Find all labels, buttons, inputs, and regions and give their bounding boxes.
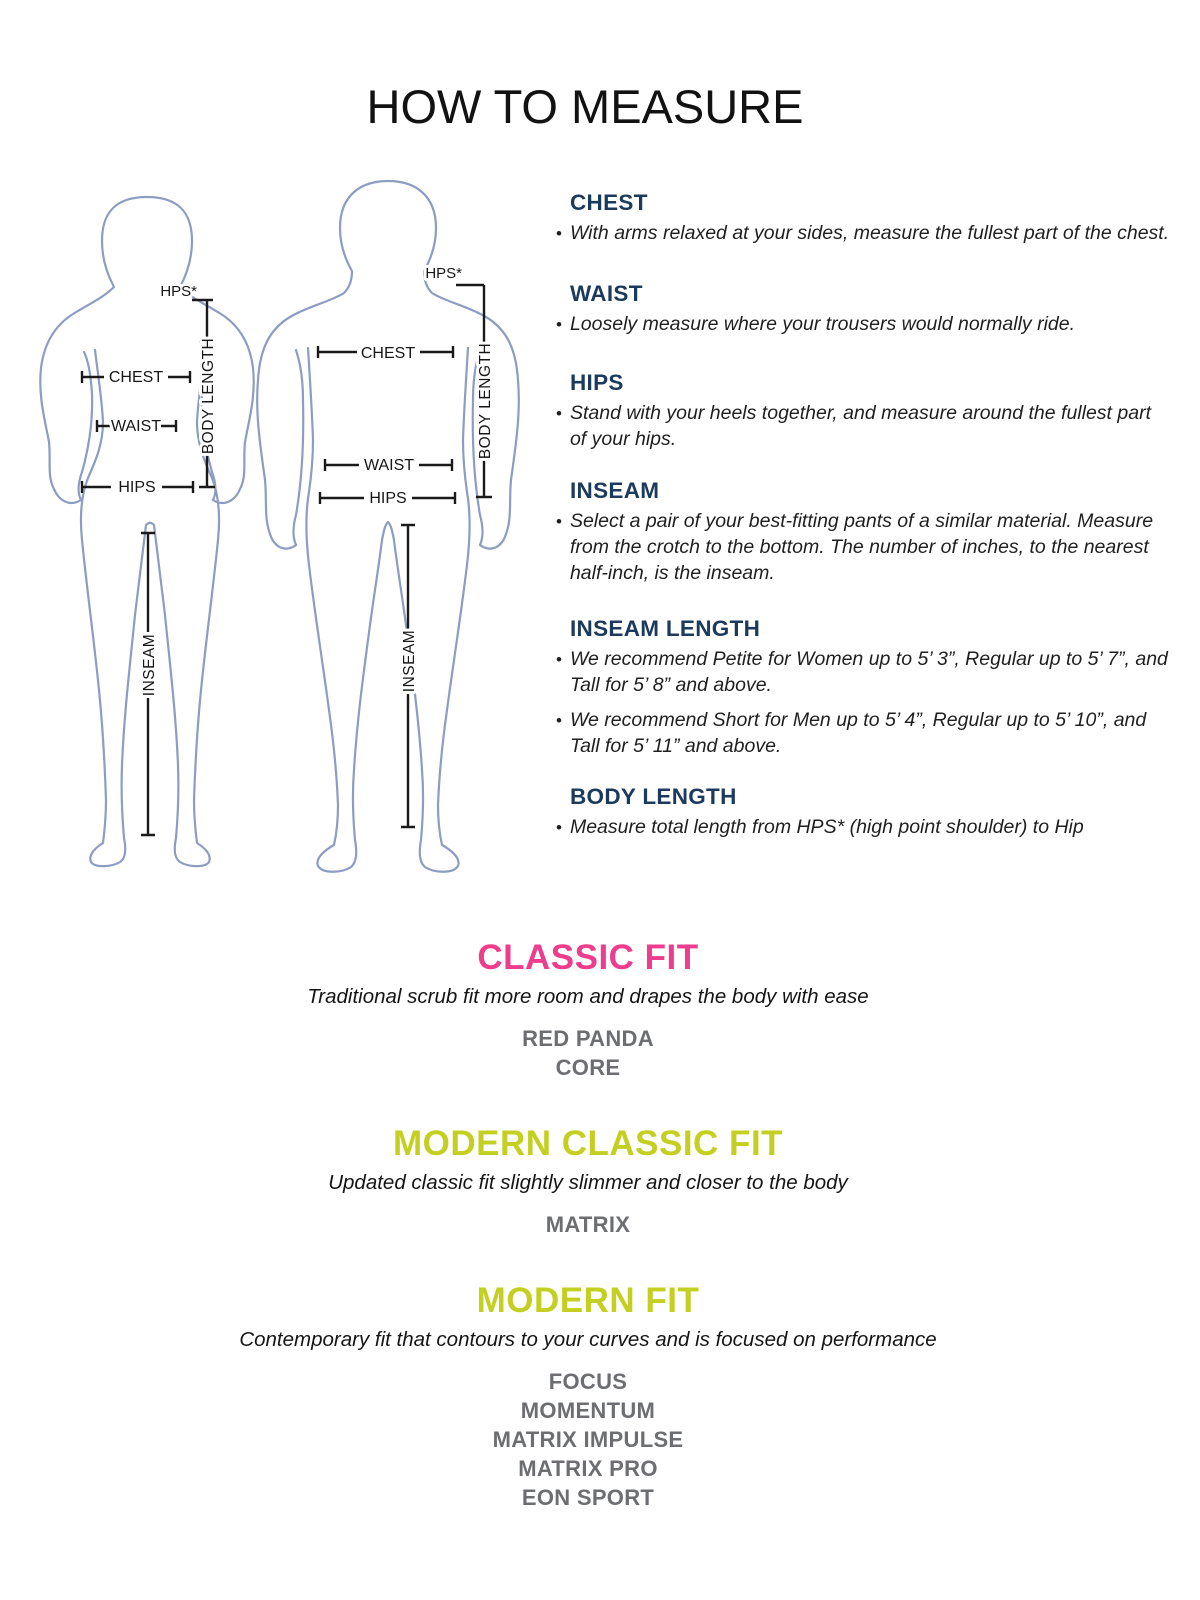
section-waist (556, 281, 1170, 347)
product-line: MATRIX PRO (518, 1456, 658, 1481)
bullet-text: Measure total length from HPS* (high point shoulder) to Hip (569, 816, 1084, 838)
section-inseam-length-heading: INSEAM LENGTH (570, 616, 761, 641)
male-chest-label: CHEST (360, 345, 416, 362)
section-inseam-length-bullet-2 (556, 708, 1170, 760)
product-line: MATRIX (545, 1212, 631, 1237)
section-inseam-length (556, 616, 1170, 769)
product-line: MATRIX IMPULSE (492, 1427, 684, 1452)
fit-classic-title: CLASSIC FIT (477, 938, 699, 977)
section-hips-heading: HIPS (570, 370, 624, 395)
bullet-text: We recommend Short for Men up to 5’ 4”, Regular up to 5’ 10”, and Tall for 5’ 11” and above. (569, 708, 1147, 757)
section-chest-bullet (556, 221, 1170, 247)
bullet-dot: • (556, 512, 562, 531)
male-inner-arm-left (293, 350, 303, 545)
fit-modern-title: MODERN FIT (476, 1281, 700, 1320)
section-chest (556, 190, 1170, 256)
fit-modern-classic (0, 1124, 1176, 1239)
product-line: FOCUS (548, 1369, 628, 1394)
product-line: MOMENTUM (520, 1398, 656, 1423)
section-waist-heading: WAIST (570, 281, 643, 306)
section-inseam-bullet (556, 509, 1170, 587)
bullet-text: Stand with your heels together, and measure around the fullest part of your hips. (569, 402, 1151, 450)
bullet-dot: • (556, 650, 562, 669)
female-chest-label: CHEST (108, 369, 164, 386)
female-hips-label: HIPS (118, 479, 156, 496)
section-body-length-heading: BODY LENGTH (570, 784, 737, 809)
section-body-length (556, 784, 1170, 850)
bullet-text: Select a pair of your best-fitting pants of a similar material. Measure from the crotch to the bottom. The number of inches, to the nearest half-inch, is the inseam. (569, 510, 1154, 584)
male-torso-legs-outline (306, 348, 469, 872)
section-hips (556, 370, 1170, 462)
section-hips-bullet (556, 401, 1170, 453)
section-inseam-length-bullet-1 (556, 647, 1170, 699)
bullet-dot: • (556, 315, 562, 334)
section-inseam (556, 478, 1170, 596)
female-waist-label: WAIST (110, 418, 162, 435)
fit-modern-classic-description: Updated classic fit slightly slimmer and closer to the body (328, 1171, 848, 1194)
product-line: CORE (555, 1055, 621, 1080)
bullet-dot: • (556, 818, 562, 837)
bullet-dot: • (556, 404, 562, 423)
fit-classic-lines (0, 1024, 1176, 1082)
section-waist-bullet (556, 312, 1170, 338)
fit-modern-classic-lines (0, 1210, 1176, 1239)
female-body-outline (40, 197, 253, 503)
bullet-text: With arms relaxed at your sides, measure the fullest part of the chest. (569, 222, 1170, 244)
female-body-length-label: BODY LENGTH (200, 337, 217, 455)
section-inseam-heading: INSEAM (570, 478, 660, 503)
fit-classic (0, 938, 1176, 1082)
fit-guide (0, 938, 1176, 1512)
male-hps-label: HPS* (425, 265, 462, 282)
bullet-dot: • (556, 710, 562, 730)
section-body-length-bullet (556, 815, 1170, 841)
female-inner-arm-left (78, 352, 92, 500)
bullet-text: We recommend Petite for Women up to 5’ 3”, Regular up to 5’ 7”, and Tall for 5’ 8” and above. (569, 648, 1168, 696)
fit-classic-description: Traditional scrub fit more room and drapes the body with ease (307, 985, 869, 1008)
female-inseam-label: INSEAM (141, 633, 158, 697)
fit-modern-lines (0, 1367, 1176, 1512)
female-hps-label: HPS* (160, 283, 197, 300)
page-title: HOW TO MEASURE (366, 80, 804, 134)
fit-modern-classic-title: MODERN CLASSIC FIT (392, 1124, 784, 1163)
bullet-dot: • (556, 224, 562, 243)
section-chest-heading: CHEST (570, 190, 648, 215)
measurement-diagram (0, 0, 545, 900)
product-line: RED PANDA (522, 1026, 654, 1051)
male-inseam-label: INSEAM (401, 629, 418, 693)
fit-modern (0, 1281, 1176, 1512)
male-body-length-label: BODY LENGTH (477, 342, 494, 460)
fit-modern-description: Contemporary fit that contours to your curves and is focused on performance (239, 1328, 937, 1351)
male-hips-label: HIPS (369, 490, 407, 507)
male-waist-label: WAIST (363, 457, 415, 474)
bullet-text: Loosely measure where your trousers would normally ride. (569, 313, 1076, 335)
product-line: EON SPORT (521, 1485, 655, 1510)
